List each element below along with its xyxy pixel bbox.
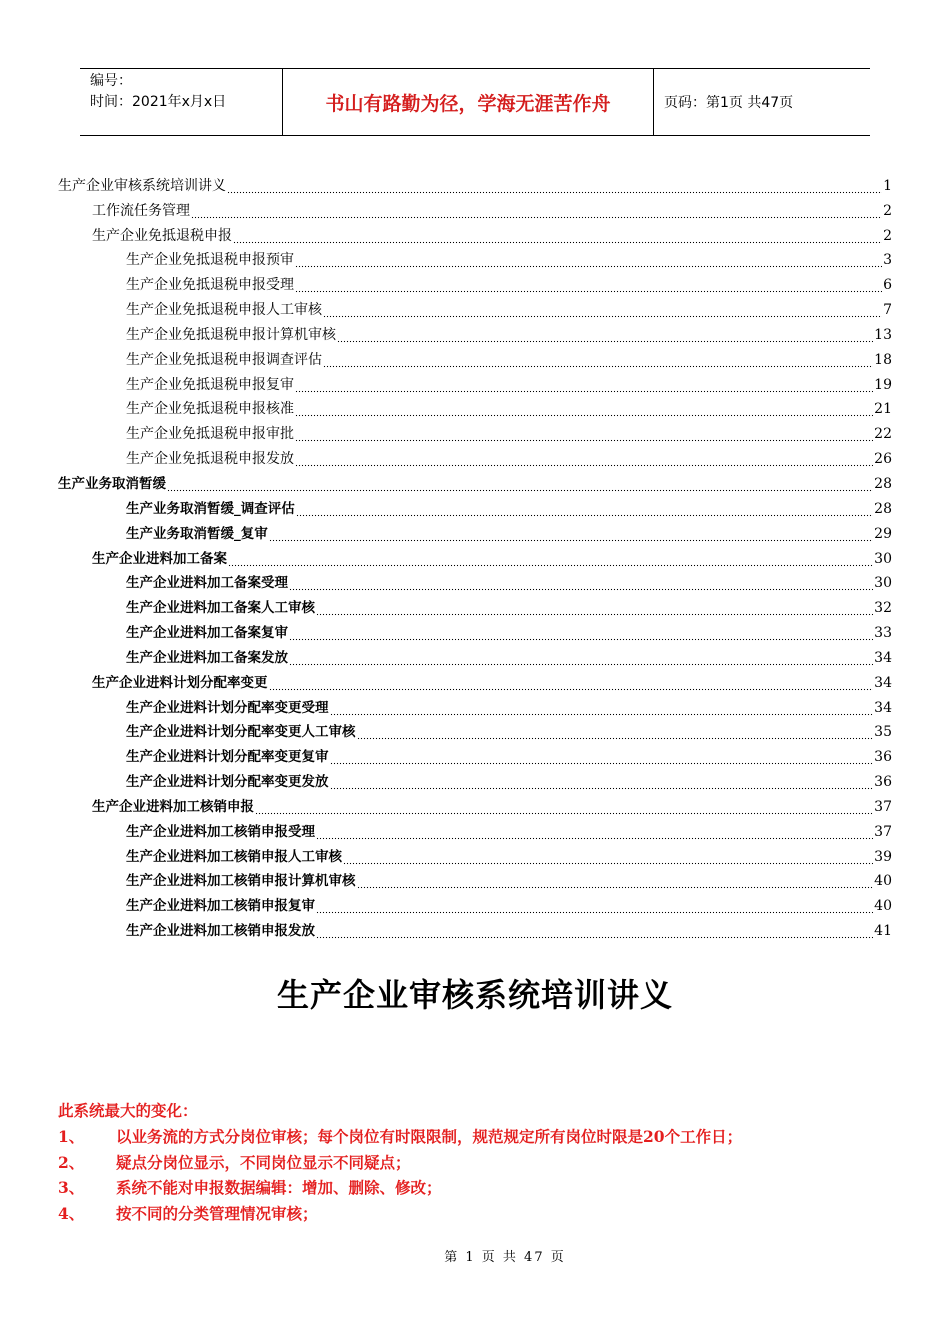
toc-entry[interactable] [58, 816, 892, 841]
toc-entry-label: 生产企业进料加工核销申报人工审核 [126, 848, 342, 865]
header-meta [80, 69, 282, 135]
toc-leader-dots [330, 773, 874, 791]
header-page-info: 页码：第1页 共47页 [664, 95, 794, 111]
toc-entry-label: 生产企业免抵退税申报审批 [126, 426, 294, 443]
toc-entry-page: 22 [874, 426, 892, 443]
toc-leader-dots [323, 301, 882, 319]
toc-entry-page: 30 [874, 550, 892, 567]
toc-entry[interactable] [58, 468, 892, 493]
toc-leader-dots [316, 922, 873, 940]
toc-entry[interactable] [58, 344, 892, 369]
toc-entry-label: 生产企业进料加工备案 [92, 550, 227, 567]
change-item-text: 疑点分岗位显示，不同岗位显示不同疑点； [116, 1152, 411, 1172]
change-item-text: 系统不能对申报数据编辑：增加、删除、修改； [116, 1178, 442, 1197]
toc-entry-page: 34 [874, 699, 892, 716]
toc-entry-label: 生产企业免抵退税申报 [92, 227, 232, 244]
toc-leader-dots [228, 550, 873, 568]
toc-leader-dots [233, 227, 882, 245]
toc-leader-dots [330, 748, 874, 766]
toc-leader-dots [337, 326, 873, 344]
toc-leader-dots [323, 351, 873, 369]
toc-leader-dots [316, 823, 873, 841]
toc-entry[interactable] [58, 841, 892, 866]
toc-entry-page: 1 [883, 177, 892, 194]
toc-entry[interactable] [58, 717, 892, 742]
toc-entry-label: 生产企业进料加工核销申报 [92, 798, 254, 815]
toc-leader-dots [316, 897, 873, 915]
toc-entry[interactable] [58, 543, 892, 568]
toc-entry[interactable] [58, 741, 892, 766]
toc-entry-label: 生产业务取消暂缓 [58, 475, 166, 492]
toc-entry-page: 2 [883, 202, 892, 219]
toc-entry-label: 生产企业进料计划分配率变更发放 [126, 774, 329, 791]
toc-entry-label: 工作流任务管理 [92, 202, 190, 219]
toc-entry[interactable] [58, 369, 892, 394]
toc-leader-dots [357, 723, 874, 741]
table-of-contents [58, 170, 892, 940]
change-item-number: 3、 [58, 1178, 85, 1197]
toc-entry-page: 32 [874, 600, 892, 617]
toc-entry-page: 19 [874, 376, 892, 393]
toc-entry-label: 生产企业进料加工备案发放 [126, 649, 288, 666]
toc-entry-label: 生产企业免抵退税申报核准 [126, 401, 294, 418]
change-item [58, 1150, 918, 1176]
toc-entry[interactable] [58, 890, 892, 915]
toc-leader-dots [269, 674, 874, 692]
toc-leader-dots [255, 798, 873, 816]
toc-leader-dots [316, 599, 873, 617]
toc-entry-page: 35 [874, 724, 892, 741]
change-item-text: 以业务流的方式分岗位审核；每个岗位有时限限制，规范规定所有岗位时限是20个工作日； [116, 1127, 743, 1146]
changes-list [58, 1124, 918, 1226]
toc-leader-dots [343, 848, 873, 866]
toc-entry-label: 生产企业进料加工核销申报复审 [126, 898, 315, 915]
toc-entry-page: 37 [874, 798, 892, 815]
toc-entry-page: 36 [874, 774, 892, 791]
toc-entry-page: 37 [874, 823, 892, 840]
toc-entry[interactable] [58, 866, 892, 891]
toc-entry-label: 生产企业进料加工备案复审 [126, 625, 288, 642]
toc-entry[interactable] [58, 518, 892, 543]
toc-entry-page: 28 [874, 500, 892, 517]
toc-entry-label: 生产企业审核系统培训讲义 [58, 177, 226, 194]
page-header [80, 68, 870, 136]
toc-entry-page: 13 [874, 326, 892, 343]
toc-leader-dots [289, 574, 873, 592]
document-title: 生产企业审核系统培训讲义 [276, 976, 673, 1014]
toc-leader-dots [295, 400, 873, 418]
toc-leader-dots [295, 425, 873, 443]
header-motto: 书山有路勤为径，学海无涯苦作舟 [282, 69, 654, 135]
toc-entry-label: 生产企业进料计划分配率变更人工审核 [126, 724, 356, 741]
toc-entry-page: 26 [874, 451, 892, 468]
toc-entry-page: 7 [883, 302, 892, 319]
toc-entry[interactable] [58, 245, 892, 270]
toc-entry-page: 2 [883, 227, 892, 244]
toc-entry[interactable] [58, 592, 892, 617]
change-item [58, 1201, 918, 1227]
toc-leader-dots [289, 624, 873, 642]
toc-entry[interactable] [58, 170, 892, 195]
toc-entry[interactable] [58, 692, 892, 717]
toc-entry[interactable] [58, 766, 892, 791]
change-item-number: 2、 [58, 1152, 85, 1172]
toc-entry-page: 40 [874, 898, 892, 915]
change-item [58, 1175, 918, 1201]
toc-entry-label: 生产企业进料计划分配率变更受理 [126, 699, 329, 716]
toc-leader-dots [167, 475, 873, 493]
toc-leader-dots [289, 649, 873, 667]
toc-entry-page: 6 [883, 277, 892, 294]
toc-entry-label: 生产企业进料计划分配率变更复审 [126, 749, 329, 766]
toc-entry[interactable] [58, 791, 892, 816]
toc-entry[interactable] [58, 493, 892, 518]
toc-entry-label: 生产企业免抵退税申报复审 [126, 376, 294, 393]
toc-entry-label: 生产企业免抵退税申报预审 [126, 252, 294, 269]
toc-entry-page: 18 [874, 351, 892, 368]
toc-leader-dots [295, 450, 873, 468]
header-time-label: 时间：2021年x月x日 [90, 94, 227, 110]
toc-entry[interactable] [58, 642, 892, 667]
toc-entry[interactable] [58, 269, 892, 294]
toc-leader-dots [296, 500, 873, 518]
toc-entry-page: 36 [874, 749, 892, 766]
changes-intro: 此系统最大的变化： [58, 1101, 198, 1120]
toc-entry-page: 34 [874, 674, 892, 691]
toc-entry-label: 生产企业免抵退税申报计算机审核 [126, 326, 336, 343]
toc-entry-page: 3 [883, 252, 892, 269]
toc-entry-page: 41 [874, 923, 892, 940]
toc-entry-label: 生产企业免抵退税申报发放 [126, 451, 294, 468]
toc-entry-label: 生产企业进料加工备案受理 [126, 575, 288, 592]
toc-entry-label: 生产企业免抵退税申报受理 [126, 277, 294, 294]
toc-entry-label: 生产企业进料加工核销申报计算机审核 [126, 873, 356, 890]
toc-entry-page: 28 [874, 475, 892, 492]
toc-entry[interactable] [58, 667, 892, 692]
toc-entry-page: 29 [874, 525, 892, 542]
toc-entry-page: 34 [874, 649, 892, 666]
toc-leader-dots [357, 872, 874, 890]
toc-entry[interactable] [58, 294, 892, 319]
change-item-text: 按不同的分类管理情况审核； [116, 1203, 318, 1223]
toc-entry[interactable] [58, 617, 892, 642]
toc-leader-dots [295, 376, 873, 394]
toc-entry-label: 生产企业进料加工备案人工审核 [126, 600, 315, 617]
toc-entry-page: 30 [874, 575, 892, 592]
toc-leader-dots [330, 699, 874, 717]
toc-leader-dots [295, 276, 882, 294]
toc-entry-label: 生产企业进料计划分配率变更 [92, 674, 268, 691]
changes-section [58, 1098, 918, 1226]
page-footer: 第 1 页 共 47 页 [444, 1250, 566, 1265]
toc-leader-dots [191, 202, 882, 220]
toc-entry-page: 21 [874, 401, 892, 418]
toc-entry-label: 生产业务取消暂缓_复审 [126, 525, 268, 542]
toc-entry-label: 生产业务取消暂缓_调查评估 [126, 500, 295, 517]
header-number-label: 编号： [90, 73, 132, 89]
toc-entry-page: 33 [874, 625, 892, 642]
toc-entry-label: 生产企业免抵退税申报调查评估 [126, 351, 322, 368]
change-item-number: 4、 [58, 1203, 85, 1223]
change-item-number: 1、 [58, 1127, 85, 1146]
toc-entry-label: 生产企业进料加工核销申报发放 [126, 923, 315, 940]
toc-entry-page: 40 [874, 873, 892, 890]
toc-entry[interactable] [58, 195, 892, 220]
toc-entry[interactable] [58, 915, 892, 940]
change-item [58, 1124, 918, 1150]
toc-entry-label: 生产企业免抵退税申报人工审核 [126, 302, 322, 319]
toc-entry[interactable] [58, 394, 892, 419]
toc-entry[interactable] [58, 418, 892, 443]
toc-entry[interactable] [58, 220, 892, 245]
toc-entry-page: 39 [874, 848, 892, 865]
toc-leader-dots [227, 177, 882, 195]
toc-entry-label: 生产企业进料加工核销申报受理 [126, 823, 315, 840]
toc-leader-dots [269, 525, 873, 543]
toc-entry[interactable] [58, 568, 892, 593]
toc-entry[interactable] [58, 443, 892, 468]
toc-entry[interactable] [58, 319, 892, 344]
toc-leader-dots [295, 251, 882, 269]
